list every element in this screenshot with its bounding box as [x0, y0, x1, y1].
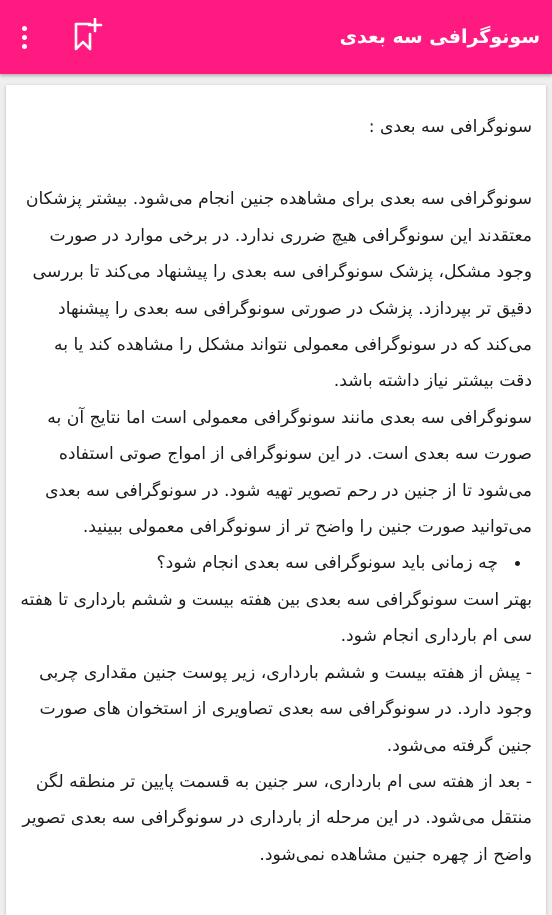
app-bar — [0, 0, 552, 74]
article-heading: سونوگرافی سه بعدی : — [368, 117, 532, 137]
article-paragraph: بهتر است سونوگرافی سه بعدی بین هفته بیست و ششم بارداری تا هفته سی ام بارداری انجام شود. — [20, 589, 532, 647]
article-card — [6, 85, 546, 915]
bookmark-add-icon[interactable] — [70, 18, 104, 54]
article-paragraph: سونوگرافی سه بعدی برای مشاهده جنین انجام می‌شود. بیشتر پزشکان معتقدند این سونوگرافی هیچ ضرری ندارد. در برخی موارد در صورت وجود مشکل، پزشک سونوگرافی سه بعدی را پیشنهاد می‌کند تا بررسی دقیق تر بپردازد. پزشک در صورتی سونوگرافی سه بعدی را پیشنهاد می‌کند که در سونوگرافی معمولی نتواند مشکل را مشاهده کند یا به دقت بیشتر نیاز داشته باشد. — [25, 189, 532, 392]
article-content[interactable] — [20, 109, 532, 873]
overflow-menu-icon[interactable] — [12, 19, 36, 55]
spacer — [20, 145, 532, 181]
article-paragraph: - بعد از هفته سی ام بارداری، سر جنین به قسمت پایین تر منطقه لگن منتقل می‌شود. در این مرحله از بارداری در سونوگرافی سه بعدی تصویر واضح از چهره جنین مشاهده نمی‌شود. — [22, 771, 532, 865]
article-paragraph: سونوگرافی سه بعدی مانند سونوگرافی معمولی است اما نتایج آن به صورت سه بعدی است. در این سونوگرافی از امواج صوتی استفاده می‌شود تا از جنین در رحم تصویر تهیه شود. در سونوگرافی سه بعدی می‌توانید صورت جنین را واضح تر از سونوگرافی معمولی ببینید. — [45, 407, 532, 538]
app-title: سونوگرافی سه بعدی — [339, 26, 540, 48]
article-paragraph: - پیش از هفته بیست و ششم بارداری، زیر پوست جنین مقداری چربی وجود دارد. در سونوگرافی سه بعدی تصاویری از استخوان های صورت جنین گرفته می‌شود. — [39, 662, 532, 756]
article-bullet: چه زمانی باید سونوگرافی سه بعدی انجام شود؟ — [20, 545, 532, 581]
